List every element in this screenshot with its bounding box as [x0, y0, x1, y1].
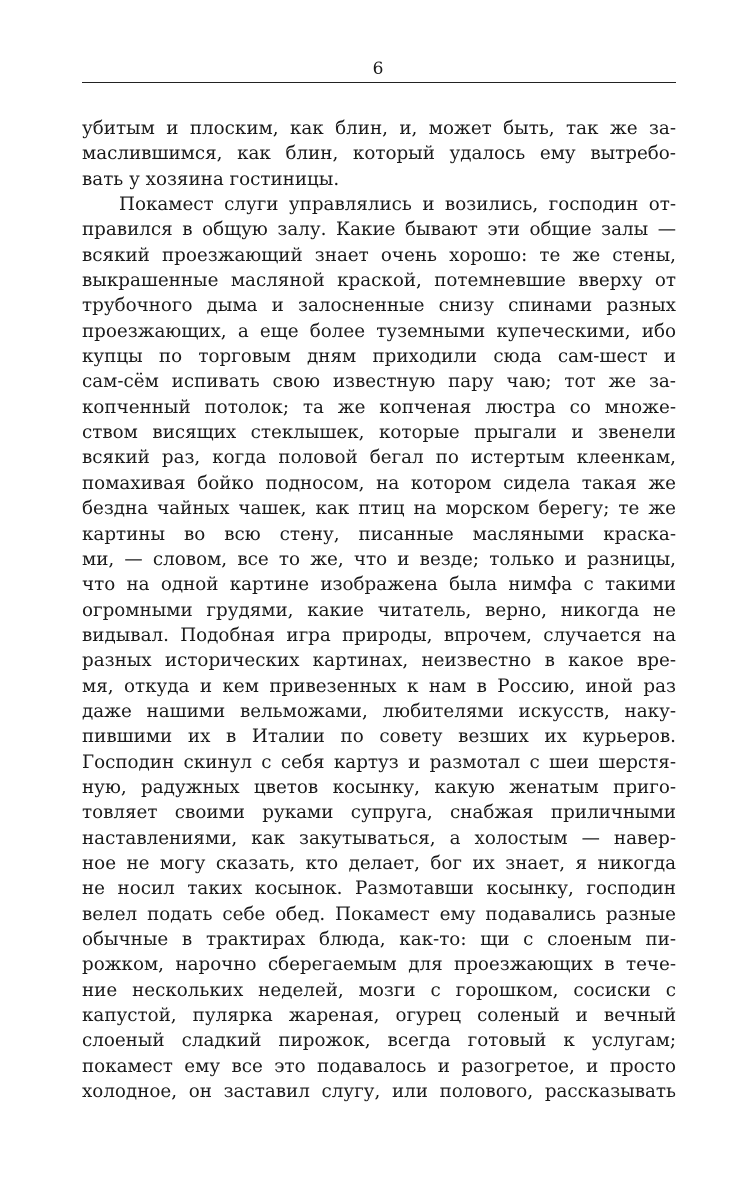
text-line: всякий раз, когда половой бегал по истертым клеенкам, — [82, 447, 676, 469]
text-line: всякий проезжающий знает очень хорошо: те же стены, — [82, 244, 676, 266]
text-line: наставлениями, как закутываться, а холостым — навер- — [82, 827, 676, 849]
text-line: купцы по торговым дням приходили сюда сам-шест и — [82, 346, 676, 368]
text-line: правился в общую залу. Какие бывают эти общие залы — — [82, 219, 676, 241]
text-line: картины во всю стену, писанные масляными краска- — [82, 523, 676, 545]
text-line: видывал. Подобная игра природы, впрочем, случается на — [82, 624, 676, 646]
text-line: трубочного дыма и залосненные снизу спинами разных — [82, 295, 676, 317]
text-line: убитым и плоским, как блин, и, может быть, так же за- — [82, 118, 676, 139]
paragraph — [82, 192, 676, 1104]
text-line: обычные в трактирах блюда, как-то: щи с слоеным пи- — [82, 929, 676, 950]
text-line: копченный потолок; та же копченая люстра со множе- — [82, 396, 676, 418]
text-line: покамест ему все это подавалось и разогретое, и просто — [82, 1055, 676, 1077]
text-line: выкрашенные масляной краской, потемневшие вверху от — [82, 270, 676, 292]
text-line: слоеный сладкий пирожок, всегда готовый к услугам; — [82, 1030, 676, 1052]
text-line: огромными грудями, какие читатель, верно, никогда не — [82, 599, 676, 621]
text-line: рожком, нарочно сберегаемым для проезжающих в тече- — [82, 954, 676, 976]
paragraph — [82, 116, 676, 192]
text-line: бездна чайных чашек, как птиц на морском берегу; те же — [82, 498, 676, 520]
text-line: Господин скинул с себя картуз и размотал с шеи шерстя- — [82, 751, 676, 773]
text-line: ством висящих стеклышек, которые прыгали и звенели — [82, 422, 676, 444]
text-line: не носил таких косынок. Размотавши косынку, господин — [82, 878, 676, 900]
text-line: холодное, он заставил слугу, или полового, рассказывать — [82, 1081, 676, 1103]
text-line: Покамест слуги управлялись и возились, господин от- — [119, 194, 676, 216]
body-text — [82, 116, 676, 1104]
text-line: пившими их в Италии по совету везших их курьеров. — [82, 726, 676, 748]
text-line: сам-сём испивать свою известную пару чаю; тот же за- — [82, 371, 676, 393]
page-number: 6 — [372, 59, 384, 79]
text-line: вать у хозяина гостиницы. — [82, 168, 340, 190]
text-line: ную, радужных цветов косынку, какую женатым приго- — [82, 776, 676, 798]
text-line: что на одной картине изображена была нимфа с такими — [82, 574, 676, 596]
text-line: ние нескольких неделей, мозги с горошком, сосиски с — [82, 979, 676, 1001]
text-line: проезжающих, а еще более туземными купеческими, ибо — [82, 320, 676, 342]
text-line: помахивая бойко подносом, на котором сидела такая же — [82, 472, 676, 494]
text-line: велел подать себе обед. Покамест ему подавались разные — [82, 903, 676, 925]
text-line: капустой, пулярка жареная, огурец соленый и вечный — [82, 1005, 676, 1027]
text-line: маслившимся, как блин, который удалось ему вытребо- — [82, 143, 676, 165]
header-rule — [82, 82, 676, 83]
text-line: мя, откуда и кем привезенных к нам в Россию, иной раз — [82, 675, 676, 697]
text-line: даже нашими вельможами, любителями искусств, наку- — [82, 700, 676, 722]
text-line: ми, — словом, все то же, что и везде; только и разницы, — [82, 548, 676, 570]
text-line: разных исторических картинах, неизвестно в какое вре- — [82, 650, 676, 672]
text-line: товляет своими руками супруга, снабжая приличными — [82, 802, 676, 824]
text-line: ное не могу сказать, кто делает, бог их знает, я никогда — [82, 852, 676, 874]
